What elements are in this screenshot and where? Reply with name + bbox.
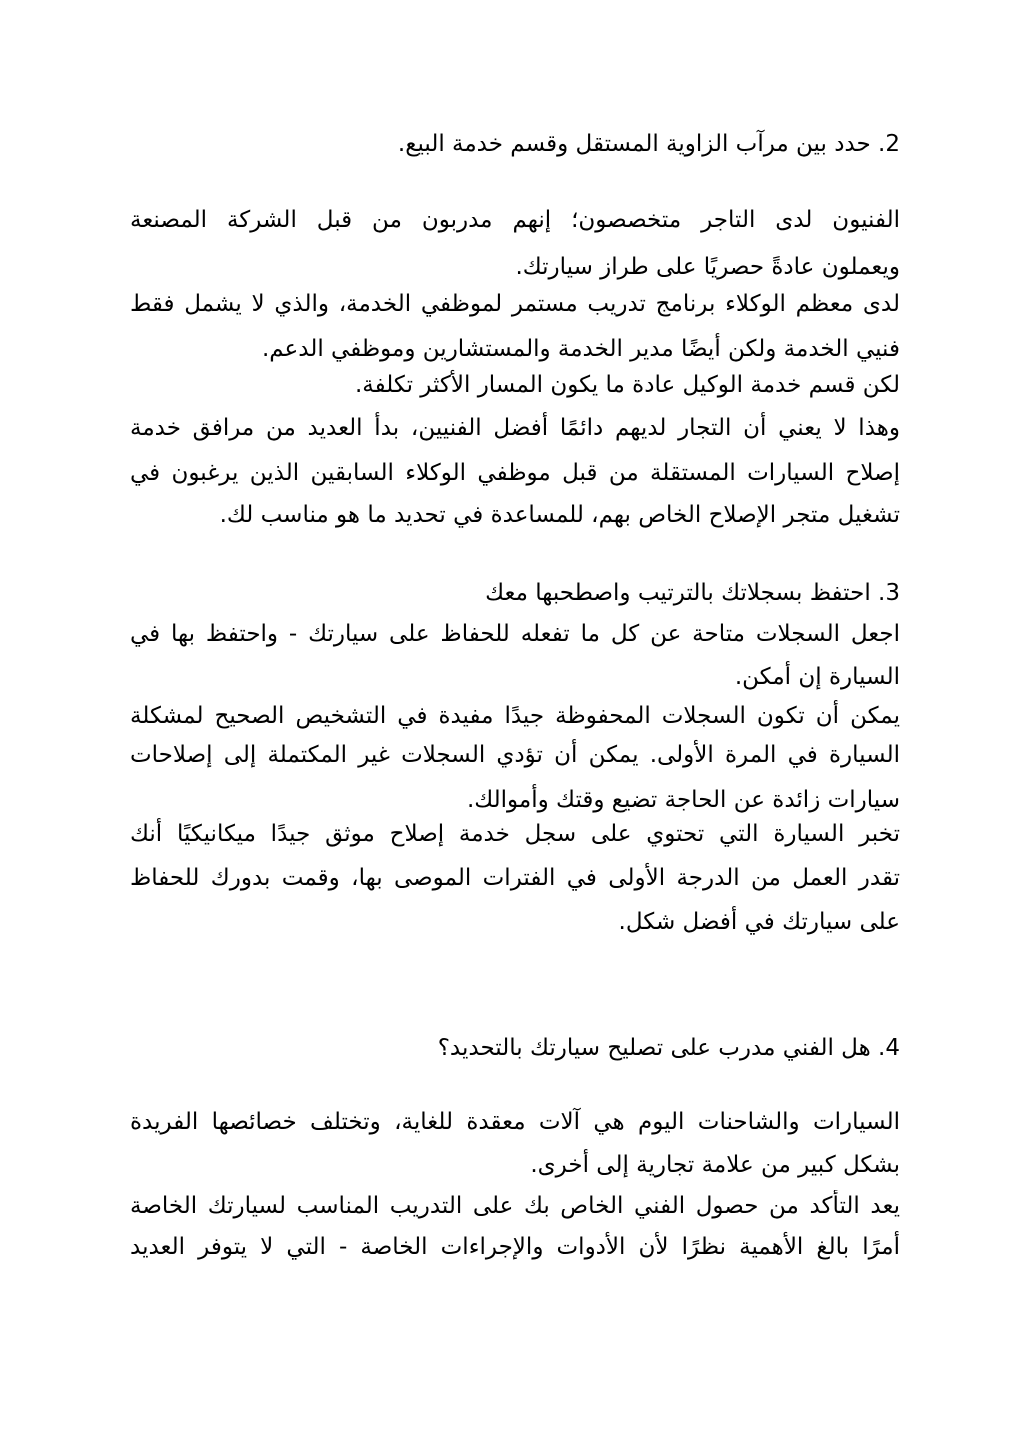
paragraph-line: ويعملون عادةً حصريًا على طراز سيارتك.: [515, 254, 900, 280]
paragraph-line: تخبر السيارة التي تحتوي على سجل خدمة إصلاح موثق جيدًا ميكانيكيًا أنك: [130, 821, 900, 847]
paragraph-line: فنيي الخدمة ولكن أيضًا مدير الخدمة والمستشارين وموظفي الدعم.: [261, 336, 900, 362]
paragraph-line: إصلاح السيارات المستقلة من قبل موظفي الوكلاء السابقين الذين يرغبون في: [130, 460, 900, 486]
section-heading-3: 3. احتفظ بسجلاتك بالترتيب واصطحبها معك: [485, 580, 900, 606]
paragraph-line: على سيارتك في أفضل شكل.: [618, 909, 900, 935]
section-heading-2: 2. حدد بين مرآب الزاوية المستقل وقسم خدمة البيع.: [397, 131, 900, 157]
paragraph-line: الفنيون لدى التاجر متخصصون؛ إنهم مدربون من قبل الشركة المصنعة: [130, 207, 900, 233]
paragraph-line: اجعل السجلات متاحة عن كل ما تفعله للحفاظ على سيارتك - واحتفظ بها في: [130, 621, 900, 647]
paragraph-line: لكن قسم خدمة الوكيل عادة ما يكون المسار الأكثر تكلفة.: [354, 372, 900, 398]
paragraph-line: بشكل كبير من علامة تجارية إلى أخرى.: [530, 1152, 900, 1178]
paragraph-line: وهذا لا يعني أن التجار لديهم دائمًا أفضل الفنيين، بدأ العديد من مرافق خدمة: [130, 415, 900, 441]
paragraph-line: يعد التأكد من حصول الفني الخاص بك على التدريب المناسب لسيارتك الخاصة: [130, 1193, 900, 1219]
paragraph-line: السيارة في المرة الأولى. يمكن أن تؤدي السجلات غير المكتملة إلى إصلاحات: [130, 742, 900, 768]
paragraph-line: تشغيل متجر الإصلاح الخاص بهم، للمساعدة في تحديد ما هو مناسب لك.: [219, 502, 900, 528]
section-heading-4: 4. هل الفني مدرب على تصليح سيارتك بالتحديد؟: [437, 1035, 900, 1061]
paragraph-line: لدى معظم الوكلاء برنامج تدريب مستمر لموظفي الخدمة، والذي لا يشمل فقط: [130, 291, 900, 317]
paragraph-line: السيارات والشاحنات اليوم هي آلات معقدة للغاية، وتختلف خصائصها الفريدة: [130, 1109, 900, 1135]
paragraph-line: تقدر العمل من الدرجة الأولى في الفترات الموصى بها، وقمت بدورك للحفاظ: [130, 865, 900, 891]
paragraph-line: سيارات زائدة عن الحاجة تضيع وقتك وأموالك.: [466, 787, 900, 813]
paragraph-line: يمكن أن تكون السجلات المحفوظة جيدًا مفيدة في التشخيص الصحيح لمشكلة: [130, 703, 900, 729]
paragraph-line: أمرًا بالغ الأهمية نظرًا لأن الأدوات والإجراءات الخاصة - التي لا يتوفر العديد: [130, 1234, 900, 1260]
paragraph-line: السيارة إن أمكن.: [734, 664, 900, 690]
